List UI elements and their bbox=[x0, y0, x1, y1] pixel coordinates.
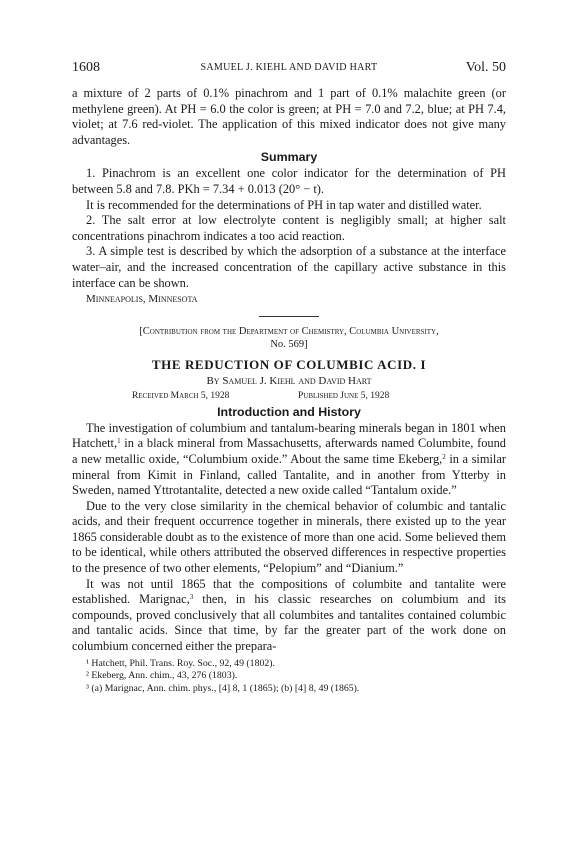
footnotes bbox=[72, 658, 506, 696]
paragraph-2: Due to the very close similarity in the chemical behavior of columbic and tantalic acids, and their frequent occurrence together in minerals, there existed up to the year 1865 considerable doubt as to the existence of more than one acid. Some believed them to be identical, while others attributed the observed differences in respective properties to the presence of two other elements, “Pelopium” and “Dianium.” bbox=[72, 498, 506, 576]
running-head bbox=[72, 60, 506, 78]
paragraph-1 bbox=[72, 421, 506, 499]
summary-item-4: 3. A simple test is described by which the adsorption of a substance at the interface water–air, and the increased concentration of the capillary active substance in this interface can be shown. bbox=[72, 244, 506, 290]
summary-item-2: It is recommended for the determinations of PH in tap water and distilled water. bbox=[86, 197, 482, 212]
footnote-ref-1[interactable]: 1 bbox=[117, 437, 121, 446]
contribution-note bbox=[72, 325, 506, 352]
carryover-paragraph: a mixture of 2 parts of 0.1% pinachrom and 1 part of 0.1% malachite green (or methylene green). At PH = 6.0 the color is green; at PH = 7.0 and 7.2, blue; at PH 7.4, violet; at 7.6 red-violet. The application of this mixed indicator does not give many advantages. bbox=[72, 86, 506, 147]
footnote-3: ³ (a) Marignac, Ann. chim. phys., [4] 8, 1 (1865); (b) [4] 8, 49 (1865). bbox=[86, 682, 360, 694]
paragraph-3 bbox=[72, 577, 506, 655]
paragraph-3-text-b: then, in his classic researches on columbium and its compounds, proved conclusively that all columbites and tantalites contained columbic and tantalic acids. Since that time, by far the greater part of the work done on columbium concerned either the prepara- bbox=[72, 592, 506, 654]
summary-heading: Summary bbox=[260, 150, 318, 165]
summary-item-3: 2. The salt error at low electrolyte content is negligibly small; at higher salt concentrations pinachrom indicates a too acid reaction. bbox=[72, 213, 506, 243]
paragraph-3-text-a: It was not until 1865 that the compositions of columbite and tantalite were established. Marignac, bbox=[72, 576, 506, 607]
running-title: SAMUEL J. KIEHL AND DAVID HART bbox=[200, 62, 378, 73]
section-divider bbox=[259, 316, 319, 317]
footnote-ref-2[interactable]: 2 bbox=[442, 452, 446, 461]
footnote-2: ² Ekeberg, Ann. chim., 43, 276 (1803). bbox=[86, 670, 238, 682]
volume-label: Vol. 50 bbox=[465, 60, 506, 75]
published-date: Published June 5, 1928 bbox=[298, 390, 390, 401]
paragraph-1-text-a: The investigation of columbium and tantalum-bearing minerals began in 1801 when Hatchett, bbox=[72, 420, 506, 451]
affiliation: Minneapolis, Minnesota bbox=[86, 293, 198, 306]
article-title: THE REDUCTION OF COLUMBIC ACID. I bbox=[151, 356, 427, 372]
page-number: 1608 bbox=[72, 60, 100, 75]
received-date: Received March 5, 1928 bbox=[132, 390, 230, 401]
contribution-line-2: No. 569] bbox=[270, 339, 308, 351]
body-text bbox=[72, 86, 506, 695]
footnote-ref-3[interactable]: 3 bbox=[189, 593, 194, 602]
dates-line bbox=[72, 389, 506, 403]
summary-item-1: 1. Pinachrom is an excellent one color indicator for the determination of PH between 5.8 and 7.8. PKh = 7.34 + 0.013 (20° − t). bbox=[72, 166, 506, 196]
article-authors: By Samuel J. Kiehl and David Hart bbox=[206, 374, 372, 387]
contribution-line-1: [Contribution from the Department of Chemistry, Columbia University, bbox=[139, 325, 439, 337]
section-heading: Introduction and History bbox=[217, 404, 361, 419]
paragraph-1-text-c: in a similar mineral from Kimit in Finland, called Tantalite, and in another from Ytterby in Sweden, named Yttrotantalite, detected a new oxide called “Tantalum oxide.” bbox=[72, 451, 506, 498]
footnote-1: ¹ Hatchett, Phil. Trans. Roy. Soc., 92, 49 (1802). bbox=[86, 657, 275, 669]
paragraph-1-text-b: in a black mineral from Massachusetts, afterwards named Columbite, found a new metallic oxide, “Columbium oxide.” About the same time Ekeberg, bbox=[72, 436, 506, 466]
